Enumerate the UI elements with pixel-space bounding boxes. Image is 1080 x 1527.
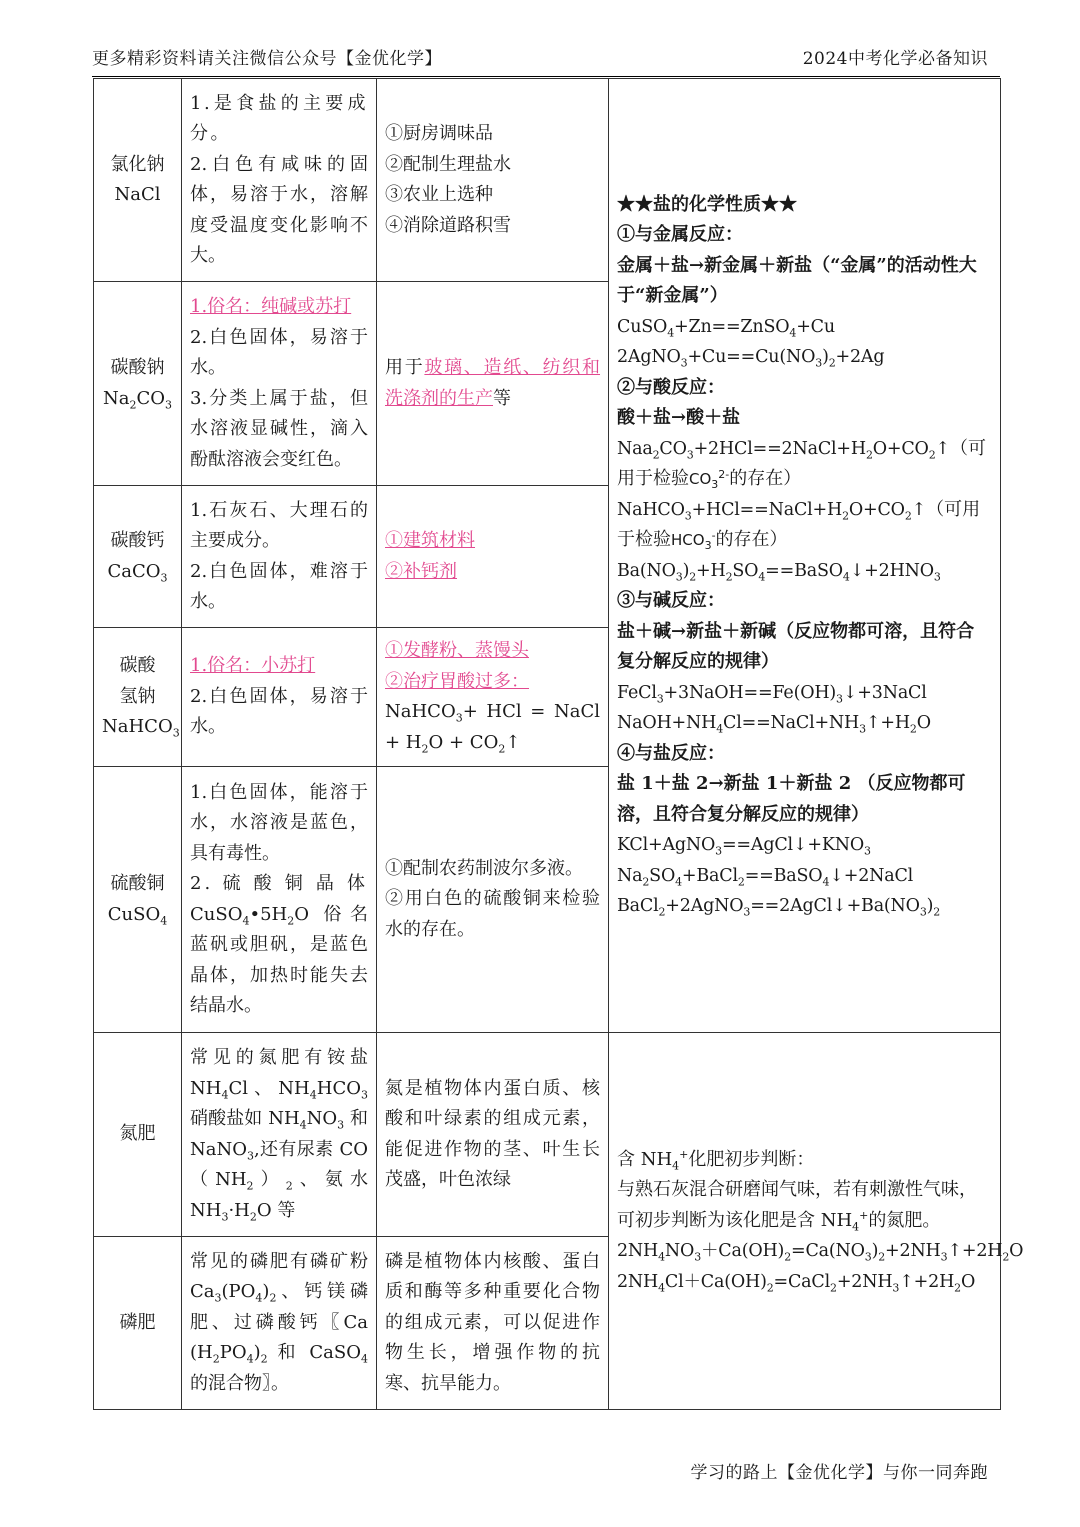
salt-formula: CuSO$_4$ <box>107 903 168 928</box>
salt-name <box>94 767 182 1033</box>
use-line: ①配制农药制波尔多液。 <box>385 857 583 879</box>
salt-name <box>94 486 182 628</box>
salt-name-cn: 氯化钠 <box>110 153 165 175</box>
salt-chemical-properties <box>609 79 1001 1033</box>
salt-name-cn: 碳酸钙 <box>110 530 165 551</box>
desc-line: 2.白色固体，易溶于水。 <box>190 685 368 738</box>
salt-formula: NaHCO$_3$ <box>102 716 180 740</box>
header-left: 更多精彩资料请关注微信公众号【金优化学】 <box>92 49 442 69</box>
equation: $Ba(NO_3)_2+H_2SO_4==BaSO_4↓+2HNO_3$ <box>617 560 941 583</box>
fertilizer-description: 常见的氮肥有铵盐 $NH_4Cl$、$NH_4HCO_3$ 硝酸盐如 $NH_4NO_3$ 和 NaNO$_3$,还有尿素 $CO(NH_2)_2$、氨水 $NH_3\cdot H_2O$ 等 <box>182 1033 377 1237</box>
props-rule: 盐＋碱→新盐＋新碱（反应物都可溶，且符合复分解反应的规律） <box>617 620 975 672</box>
salt-uses <box>377 628 609 767</box>
props-rule: 酸＋盐→酸＋盐 <box>617 407 741 428</box>
salt-formula: CaCO$_3$ <box>107 560 168 585</box>
desc-line: 1.石灰石、大理石的主要成分。 <box>190 499 368 551</box>
salt-uses <box>377 486 609 628</box>
header-divider <box>92 76 1000 77</box>
footer: 学习的路上【金优化学】与你一同奔跑 <box>690 1463 988 1483</box>
test-intro: 含 $NH_4^+$化肥初步判断： <box>617 1147 815 1173</box>
equation: $2AgNO_3+Cu==Cu(NO_3)_2+2Ag$ <box>617 347 885 370</box>
use-line: ③农业上选种 <box>385 184 493 205</box>
fertilizer-function: 氮是植物体内蛋白质、核酸和叶绿素的组成元素，能促进作物的茎、叶生长茂盛，叶色浓绿 <box>377 1033 609 1237</box>
equation: NaHCO$_3$+ HCl = NaCl + $H_2O$ + $CO_2↑$ <box>385 701 600 756</box>
desc-line: 2. 硫 酸 铜 晶 体 $CuSO_4•5H_2O$ 俗名蓝矾或胆矾，是蓝色晶体，加热时能失去结晶水。 <box>190 873 368 1016</box>
ammonium-test <box>609 1033 1024 1410</box>
salt-name <box>94 628 182 767</box>
use-line: ②用白色的硫酸铜来检验水的存在。 <box>385 888 600 940</box>
props-section-title: ③与碱反应： <box>617 590 725 611</box>
use-line: ①厨房调味品 <box>385 123 493 144</box>
salt-formula: $Na_2CO_3$ <box>102 387 172 412</box>
props-rule: 金属＋盐→新金属＋新盐（“金属”的活动性大于“新金属”） <box>617 254 977 306</box>
equation: $Na_2SO_4+BaCl_2==BaSO_4↓+2NaCl$ <box>617 865 914 888</box>
fertilizer-name: 氮肥 <box>94 1033 182 1237</box>
props-rule: 盐 1＋盐 2→新盐 1＋新盐 2 （反应物都可溶，且符合复分解反应的规律） <box>617 773 966 825</box>
test-text-end: 的氮肥。 <box>868 1209 941 1231</box>
equation: $2NH_4Cl+Ca(OH)_2=CaCl_2+2NH_3↑+2H_2O$ <box>617 1271 976 1295</box>
fertilizer-function: 磷是植物体内核酸、蛋白质和酶等多种重要化合物的组成元素，可以促进作物生长，增强作物的抗寒、抗旱能力。 <box>377 1237 609 1410</box>
test-intro-end: 化肥初步判断： <box>688 1148 815 1170</box>
equation: $FeCl_3+3NaOH==Fe(OH)_3↓+3NaCl$ <box>617 682 927 705</box>
use-highlight: ①发酵粉、蒸馒头 <box>385 640 529 661</box>
use-highlight: ①建筑材料 <box>385 530 475 551</box>
desc-line: 2.白色固体，难溶于水。 <box>190 560 368 612</box>
desc-line: 3.分类上属于盐，但水溶液显碱性，滴入酚酞溶液会变红色。 <box>190 387 368 470</box>
equation: $NaOH+NH_4Cl==NaCl+NH_3↑+H_2O$ <box>617 713 931 736</box>
table-row <box>94 79 1001 282</box>
note: （可用于检验 <box>617 498 981 550</box>
desc-line: 2.白色有咸味的固体，易溶于水，溶解度受温度变化影响不大。 <box>190 153 368 266</box>
test-text-body: 与熟石灰混合研磨闻气味，若有刺激性气味，可初步判断为该化肥是含 <box>617 1179 977 1231</box>
salt-uses <box>377 79 609 282</box>
use-highlight: ②补钙剂 <box>385 560 457 582</box>
equation: $2NH_4NO_3+Ca(OH)_2=Ca(NO_3)_2+2NH_3↑+2H_2O$ <box>617 1241 1024 1264</box>
props-section-title: ④与盐反应： <box>617 742 725 764</box>
equation-with-note: $Naa_2CO_3+2HCl==2NaCl+H_2O+CO_2↑$（可用于检验$CO_3^{2-}$的存在） <box>617 437 986 491</box>
props-section-title: ①与金属反应： <box>617 224 743 245</box>
props-title: ★★盐的化学性质★★ <box>617 193 797 215</box>
use-highlight: 玻璃、造纸、纺织和洗涤剂的生产 <box>385 357 601 409</box>
salt-description <box>182 767 377 1033</box>
salt-description <box>182 282 377 486</box>
equation: $KCl+AgNO_3==AgCl↓+KNO_3$ <box>617 835 871 858</box>
use-line: ②配制生理盐水 <box>385 153 511 175</box>
salt-name-cn: 硫酸铜 <box>110 873 165 894</box>
salt-name <box>94 79 182 282</box>
use-text: 用于 <box>385 357 425 378</box>
salt-name <box>94 282 182 486</box>
common-name: 1.俗名：小苏打 <box>190 655 316 677</box>
note-end: 的存在） <box>729 468 802 489</box>
common-name: 1.俗名：纯碱或苏打 <box>190 296 352 317</box>
salt-formula: NaCl <box>114 184 161 205</box>
equation-with-note: $NaHCO_3+HCl==NaCl+H_2O+CO_2↑$（可用于检验$HCO_3^-$的存在） <box>617 498 981 552</box>
desc-line: 2.白色固体，易溶于水。 <box>190 326 368 378</box>
equation: CuSO$_4$+Zn==ZnSO$_4$+Cu <box>617 316 835 339</box>
salt-description <box>182 79 377 282</box>
table-row <box>94 1033 1001 1237</box>
use-line: ④消除道路积雪 <box>385 214 511 236</box>
equation: $BaCl_2+2AgNO_3==2AgCl↓+Ba(NO_3)_2$ <box>617 896 941 919</box>
desc-line-end: 俗名蓝矾或胆矾，是蓝色晶体，加热时能失去结晶水。 <box>190 903 368 1016</box>
salt-name-cn: 碳酸氢钠 <box>119 655 156 707</box>
use-highlight: ②治疗胃酸过多： <box>385 670 529 692</box>
header-right: 2024中考化学必备知识 <box>802 49 988 69</box>
use-text: 等 <box>493 387 511 409</box>
salt-uses <box>377 282 609 486</box>
salt-uses <box>377 767 609 1033</box>
fertilizer-name: 磷肥 <box>94 1237 182 1410</box>
salts-table <box>93 78 1024 1410</box>
desc-line: 1.是食盐的主要成分。 <box>190 92 368 144</box>
salt-description <box>182 486 377 628</box>
salt-description <box>182 628 377 767</box>
note-end: 的存在） <box>715 529 788 550</box>
props-section-title: ②与酸反应： <box>617 376 725 398</box>
desc-line: 1.白色固体，能溶于水，水溶液是蓝色，具有毒性。 <box>190 781 368 864</box>
fertilizer-description: 常见的磷肥有磷矿粉 $Ca_3(PO_4)_2$、钙镁磷肥、过磷酸钙〖Ca $(H_2PO_4)_2$ 和 CaSO$_4$ 的混合物〗。 <box>182 1237 377 1410</box>
salt-name-cn: 碳酸钠 <box>110 357 165 378</box>
note: （可用于检验 <box>617 437 986 489</box>
test-text: 与熟石灰混合研磨闻气味，若有刺激性气味，可初步判断为该化肥是含 $NH_4^+$的氮肥。 <box>617 1179 977 1234</box>
